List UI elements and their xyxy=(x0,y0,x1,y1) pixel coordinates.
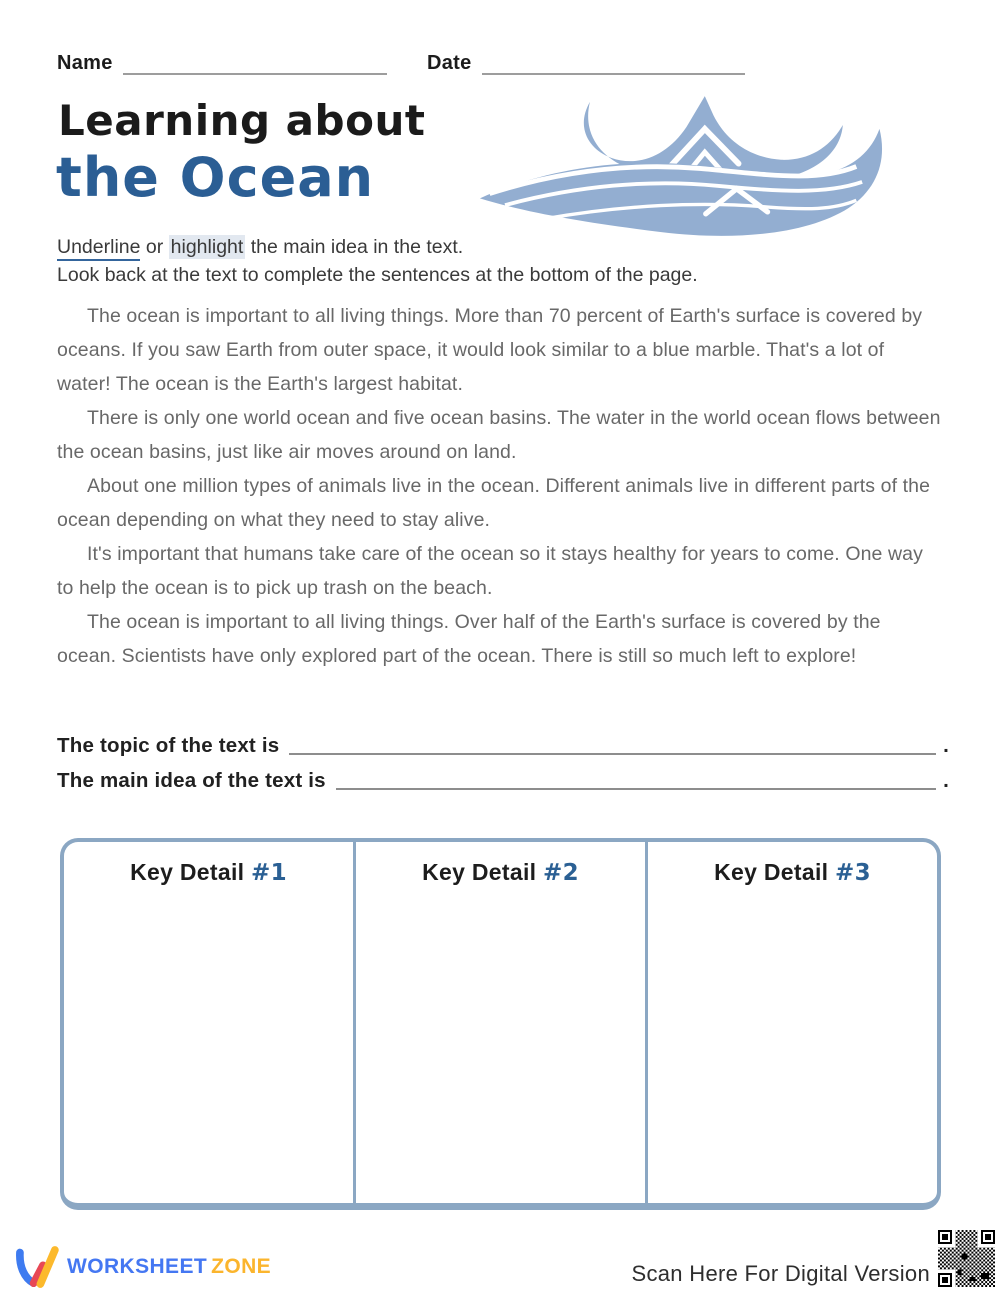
highlight-word: highlight xyxy=(170,236,244,258)
brand-worksheet: WORKSHEET xyxy=(67,1255,208,1278)
key-detail-3-label: Key Detail xyxy=(714,859,836,885)
key-detail-3-header xyxy=(648,859,937,886)
main-idea-label: The main idea of the text is xyxy=(57,769,326,792)
instruction-line-1 xyxy=(57,233,947,261)
passage-paragraph: There is only one world ocean and five ocean basins. The water in the world ocean flows between the ocean basins, just like air moves around on land. xyxy=(57,407,941,463)
page-title-line1: Learning about xyxy=(58,96,426,145)
key-details-box xyxy=(60,838,941,1210)
instruction-mid-text: or xyxy=(140,236,169,258)
worksheetzone-logo xyxy=(14,1244,271,1290)
worksheetzone-w-logo-icon xyxy=(14,1244,60,1290)
name-label: Name xyxy=(57,52,113,74)
main-idea-sentence-row xyxy=(57,768,949,793)
key-detail-1-answer-area[interactable] xyxy=(64,886,353,1186)
key-detail-3-answer-area[interactable] xyxy=(648,886,937,1186)
key-detail-2-column xyxy=(353,842,645,1203)
topic-blank-line[interactable] xyxy=(289,733,936,755)
topic-label: The topic of the text is xyxy=(57,734,280,757)
key-detail-2-label: Key Detail xyxy=(422,859,544,885)
name-field xyxy=(57,52,387,75)
qr-code-icon xyxy=(938,1230,995,1287)
reading-passage xyxy=(57,299,941,673)
key-detail-1-header xyxy=(64,859,353,886)
passage-paragraph: About one million types of animals live in the ocean. Different animals live in different parts of the ocean depending on what they need to stay alive. xyxy=(57,475,931,531)
key-detail-1-number: #1 xyxy=(251,860,287,886)
date-blank-line[interactable] xyxy=(482,53,745,75)
instructions xyxy=(57,233,947,289)
topic-sentence-row xyxy=(57,733,949,758)
key-detail-1-column xyxy=(64,842,353,1203)
passage-paragraph: It's important that humans take care of the ocean so it stays healthy for years to come. One way to help the ocean is to pick up trash on the beach. xyxy=(57,543,923,599)
instruction-line-2: Look back at the text to complete the sentences at the bottom of the page. xyxy=(57,264,698,286)
page-title-line2: the Ocean xyxy=(56,146,375,209)
wave-illustration-icon xyxy=(478,90,893,245)
key-detail-2-header xyxy=(356,859,645,886)
key-detail-3-column xyxy=(645,842,937,1203)
brand-text xyxy=(67,1255,271,1279)
main-idea-blank-line[interactable] xyxy=(336,768,936,790)
passage-paragraph: The ocean is important to all living things. Over half of the Earth's surface is covered by the ocean. Scientists have only explored part of the ocean. There is still so much left to explore! xyxy=(57,611,881,667)
brand-zone: ZONE xyxy=(211,1255,272,1278)
main-idea-period: . xyxy=(943,769,949,792)
key-detail-2-number: #2 xyxy=(543,860,579,886)
scan-here-text: Scan Here For Digital Version xyxy=(631,1261,930,1286)
date-field xyxy=(427,52,745,75)
key-detail-1-label: Key Detail xyxy=(130,859,252,885)
key-detail-3-number: #3 xyxy=(835,860,871,886)
date-label: Date xyxy=(427,52,472,74)
key-detail-2-answer-area[interactable] xyxy=(356,886,645,1186)
passage-paragraph: The ocean is important to all living things. More than 70 percent of Earth's surface is covered by oceans. If you saw Earth from outer space, it would look similar to a blue marble. That's a lot of water! The ocean is the Earth's largest habitat. xyxy=(57,305,923,395)
underline-word: Underline xyxy=(57,236,140,261)
instruction-tail-text: the main idea in the text. xyxy=(245,236,464,258)
topic-period: . xyxy=(943,734,949,757)
name-blank-line[interactable] xyxy=(123,53,387,75)
